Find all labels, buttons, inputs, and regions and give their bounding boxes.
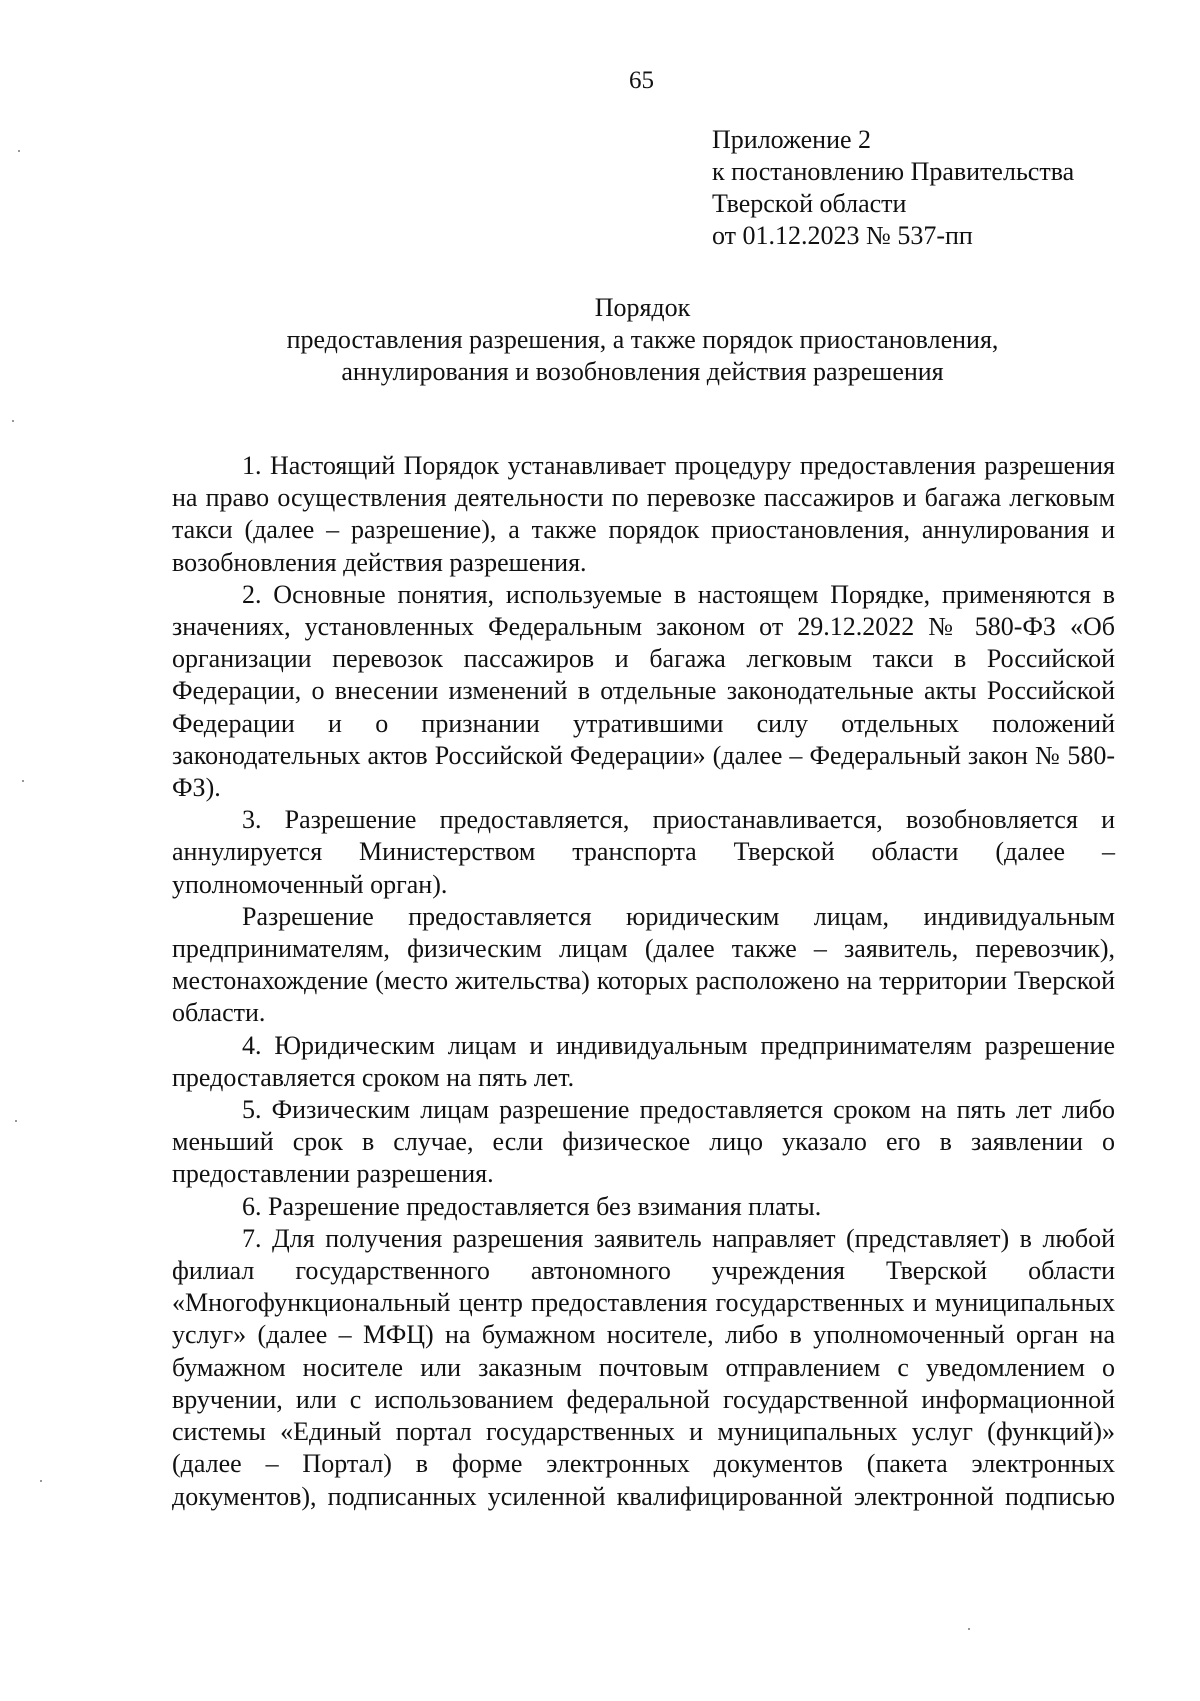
appendix-line: Приложение 2 (712, 125, 872, 154)
title-main: Порядок (594, 293, 691, 322)
appendix-block (712, 124, 1074, 252)
scan-speck (968, 1628, 970, 1630)
paragraph-3: 3. Разрешение предоставляется, приостанавливается, возобновляется и аннулируется Министерством транспорта Тверской области (далее – уполномоченный орган). (172, 805, 1115, 899)
paragraph-6: 6. Разрешение предоставляется без взимания платы. (242, 1191, 822, 1221)
appendix-line: Тверской области (712, 189, 907, 218)
scan-speck (40, 1480, 42, 1482)
paragraph-1: 1. Настоящий Порядок устанавливает процедуру предоставления разрешения на право осуществления деятельности по перевозке пассажиров и багажа легковым такси (далее – разрешение), а также порядок приостановления, аннулирования и возобновления действия разрешения. (172, 451, 1115, 577)
paragraph-2: 2. Основные понятия, используемые в настоящем Порядке, применяются в значениях, установленных Федеральным законом от 29.12.2022 № 580-ФЗ «Об организации перевозок пассажиров и багажа легковым такси в Российской Федерации, о внесении изменений в отдельные законодательные акты Российской Федерации и о признании утратившими силу отдельных положений законодательных актов Российской Федерации» (далее – Федеральный закон № 580-ФЗ). (172, 579, 1115, 803)
paragraph-5: 5. Физическим лицам разрешение предоставляется сроком на пять лет либо меньший срок в случае, если физическое лицо указало его в заявлении о предоставлении разрешения. (172, 1095, 1115, 1189)
document-title (170, 292, 1115, 388)
scan-speck (22, 780, 24, 782)
title-subtitle-line: аннулирования и возобновления действия разрешения (341, 357, 944, 386)
scan-speck (12, 420, 14, 422)
title-subtitle-line: предоставления разрешения, а также порядок приостановления, (286, 325, 999, 354)
appendix-line: к постановлению Правительства (712, 157, 1075, 186)
paragraph-3-continued: Разрешение предоставляется юридическим лицам, индивидуальным предпринимателям, физическим лицам (далее также – заявитель, перевозчик), местонахождение (место жительства) которых расположено на территории Тверской области. (172, 901, 1115, 1028)
document-body (172, 450, 1115, 1513)
scan-speck (15, 1120, 17, 1122)
page-number: 65 (629, 67, 654, 94)
appendix-line: от 01.12.2023 № 537-пп (712, 221, 973, 250)
paragraph-7: 7. Для получения разрешения заявитель направляет (представляет) в любой филиал государственного автономного учреждения Тверской области «Многофункциональный центр предоставления государственных и муниципальных услуг» (далее – МФЦ) на бумажном носителе, либо в уполномоченный орган на бумажном носителе или заказным почтовым отправлением с уведомлением о вручении, или с использованием федеральной государственной информационной системы «Единый портал государственных и муниципальных услуг (функций)» (далее – Портал) в форме электронных документов (пакета электронных документов), подписанных усиленной квалифицированной электронной подписью (172, 1223, 1115, 1511)
paragraph-4: 4. Юридическим лицам и индивидуальным предпринимателям разрешение предоставляется сроком на пять лет. (172, 1030, 1115, 1092)
scan-speck (18, 150, 20, 152)
